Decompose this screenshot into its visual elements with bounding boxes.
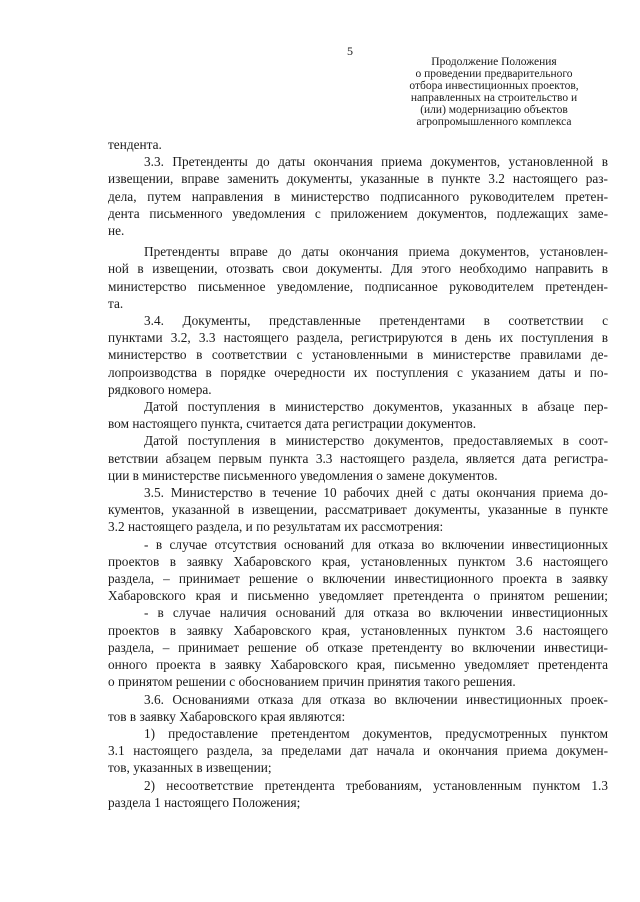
body-line: ции в министерстве письменного уведомления о замене документов. [108, 467, 498, 483]
body-line: - в случае отсутствия оснований для отказа во включении инвестиционных [144, 536, 608, 552]
body-line: кументов, указанной в извещении, рассматривает документы, указанные в пункте [108, 502, 608, 518]
body-line: раздела 1 настоящего Положения; [108, 794, 301, 810]
header-line: (или) модернизацию объектов [420, 104, 568, 116]
document-body [108, 136, 608, 811]
body-line: 2) несоответствие претендента требованиям, установленным пунктом 1.3 [144, 777, 608, 793]
body-line: извещении, вправе заменить документы, указанные в пункте 3.2 настоящего раз- [108, 171, 608, 187]
body-line: 3.2 настоящего раздела, и по результатам их рассмотрения: [108, 519, 444, 535]
body-line: 3.6. Основаниями отказа для отказа во включении инвестиционных проек- [144, 691, 608, 707]
body-line: не. [108, 223, 125, 239]
body-line: рядкового номера. [108, 381, 212, 397]
body-line: тов в заявку Хабаровского края являются: [108, 708, 346, 724]
body-line: Претенденты вправе до даты окончания приема документов, установлен- [144, 244, 608, 260]
page-number: 5 [347, 44, 353, 58]
body-line: лопроизводства в порядке очередности их поступления с указанием даты и по- [108, 364, 608, 380]
body-line: Датой поступления в министерство документов, указанных в абзаце пер- [144, 399, 608, 415]
body-line: 3.1 настоящего раздела, за пределами дат начала и окончания приема докумен- [108, 743, 608, 759]
body-line: тендента. [108, 137, 162, 152]
body-line: онного проекта в заявку Хабаровского края, письменно уведомляет претендента [108, 657, 608, 673]
body-line: ветствии абзацем первым пункта 3.3 настоящего раздела, является дата регистра- [108, 450, 608, 466]
body-line: та. [108, 295, 124, 311]
body-line: - в случае наличия оснований для отказа во включении инвестиционных [144, 605, 608, 621]
body-line: 3.4. Документы, представленные претендентами в соответствии с [144, 313, 608, 329]
body-line: вом настоящего пункта, считается дата регистрации документов. [108, 416, 477, 432]
header-line: агропромышленного комплекса [416, 116, 572, 128]
body-line: министерство письменное уведомление, подписанное руководителем претенден- [108, 278, 608, 294]
body-line: пунктами 3.2, 3.3 настоящего раздела, регистрируются в день их поступления в [108, 330, 608, 346]
body-line: дела, путем направления в министерство подписанного руководителем претен- [108, 188, 608, 204]
header-line: Продолжение Положения [431, 56, 557, 68]
header-line: отбора инвестиционных проектов, [409, 80, 579, 92]
body-line: 1) предоставление претендентом документов, предусмотренных пунктом [144, 725, 608, 741]
body-line: проектов в заявку Хабаровского края, установленных пунктом 3.6 настоящего [108, 622, 608, 638]
body-line: проектов в заявку Хабаровского края, установленных пунктом 3.6 настоящего [108, 553, 608, 569]
body-line: Хабаровского края и письменно уведомляет претендента о принятом решении; [108, 588, 608, 604]
body-line: ной в извещении, отозвать свои документы. Для этого необходимо направить в [108, 261, 608, 277]
document-header [396, 56, 592, 128]
body-line: дента письменного уведомления с приложением документов, подлежащих заме- [108, 205, 608, 221]
body-line: министерство в соответствии с установленными в министерстве правилами де- [108, 347, 608, 363]
header-line: направленных на строительство и [410, 92, 578, 104]
body-line: о принятом решении с обоснованием причин принятия такого решения. [108, 674, 516, 690]
body-line: раздела, – принимает решение о включении инвестиционного проекта в заявку [108, 571, 608, 587]
body-line: 3.5. Министерство в течение 10 рабочих дней с даты окончания приема до- [144, 485, 608, 501]
body-line: тов, указанных в извещении; [108, 760, 272, 776]
header-line: о проведении предварительного [415, 68, 573, 80]
body-line: Датой поступления в министерство документов, предоставляемых в соот- [144, 433, 608, 449]
body-line: раздела, – принимает решение об отказе претенденту во включении инвестици- [108, 639, 608, 655]
body-line: 3.3. Претенденты до даты окончания приема документов, установленной в [144, 154, 608, 170]
